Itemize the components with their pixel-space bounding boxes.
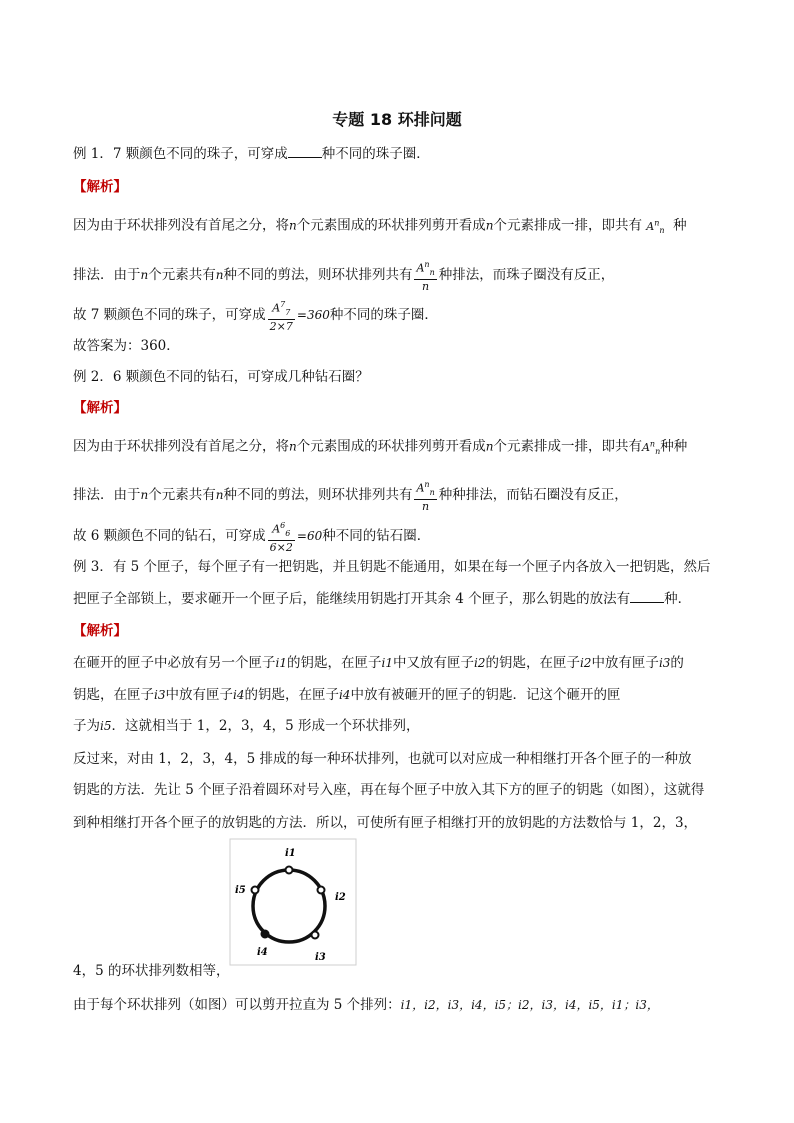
example-3-line-5: 钥匙的方法．先让 5 个匣子沿着圆环对号入座，再在每个匣子中放入其下方的匣子的钥匙（如图），这就得 <box>73 782 705 798</box>
label-i3: i3 <box>315 952 326 963</box>
label-i2: i2 <box>335 892 346 903</box>
example-3-line-6: 到种相继打开各个匣子的放钥匙的方法．所以，可使所有匣子相继打开的放钥匙的方法数恰与 1，2，3， <box>73 815 698 831</box>
example-2-line-2: 排法．由于n个元素共有n种不同的剪法，则环状排列共有 $\frac{A^n_n}{n}$ 种种排法，而钻石圈没有反正， <box>73 480 628 513</box>
permutation-symbol: $A^n_n$ <box>641 439 661 456</box>
node-i3 <box>312 932 319 939</box>
example-2-jiexi-label: 【解析】 <box>73 400 127 416</box>
circular-arrangement-figure <box>229 838 357 966</box>
example-3-line-7: 4，5 的环状排列数相等， <box>73 963 230 979</box>
example-2-line-3: 故 6 颗颜色不同的钻石，可穿成 $\frac{A^6_6}{6\times 2}$ =60种不同的钻石圈． <box>73 521 431 554</box>
example-3-line-8: 由于每个环状排列（如图）可以剪开拉直为 5 个排列：i1，i2，i3，i4，i5；i2，i3，i4，i5，i1；i3， <box>73 997 659 1013</box>
node-i1 <box>286 867 293 874</box>
example-1-line-1: 因为由于环状排列没有首尾之分，将n个元素围成的环状排列剪开看成n个元素排成一排，即共有 $A^n_n$ 种 <box>73 217 687 235</box>
fraction: $\frac{A^n_n}{n}$ <box>416 480 435 513</box>
fraction: $\frac{A^6_6}{6\times 2}$ <box>269 521 293 554</box>
node-i4 <box>262 931 269 938</box>
circle-diagram <box>229 838 357 966</box>
example-1-line-3: 故 7 颗颜色不同的珠子，可穿成 $\frac{A^7_7}{2\times 7}$ =360种不同的珠子圈． <box>73 300 438 333</box>
example-1-question: 例 1．7 颗颜色不同的珠子，可穿成 种不同的珠子圈． <box>73 146 430 162</box>
example-1-line-2: 排法．由于n个元素共有n种不同的剪法，则环状排列共有 $\frac{A^n_n}{n}$ 种排法，而珠子圈没有反正， <box>73 260 615 293</box>
example-3-question-2: 把匣子全部锁上，要求砸开一个匣子后，能继续用钥匙打开其余 4 个匣子，那么钥匙的放法有 种． <box>73 591 692 607</box>
label-i1: i1 <box>285 848 296 859</box>
example-3-question-1: 例 3．有 5 个匣子，每个匣子有一把钥匙，并且钥匙不能通用，如果在每一个匣子内各放入一把钥匙，然后 <box>73 559 711 575</box>
example-1-jiexi-label: 【解析】 <box>73 179 127 195</box>
permutation-symbol: $A^n_n$ <box>646 218 665 235</box>
label-i4: i4 <box>257 947 268 958</box>
fraction: $\frac{A^n_n}{n}$ <box>416 260 435 293</box>
node-i5 <box>252 887 259 894</box>
example-2-question: 例 2．6 颗颜色不同的钻石，可穿成几种钻石圈？ <box>73 369 369 385</box>
label-i5: i5 <box>235 885 246 896</box>
example-3-line-3: 子为i5．这就相当于 1，2，3，4，5 形成一个环状排列， <box>73 718 420 734</box>
example-3-jiexi-label: 【解析】 <box>73 623 127 639</box>
answer-blank <box>630 590 664 603</box>
example-3-line-4: 反过来，对由 1，2，3，4，5 排成的每一种环状排列，也就可以对应成一种相继打开各个匣子的一种放 <box>73 751 692 767</box>
answer-blank <box>288 145 322 158</box>
example-3-line-2: 钥匙，在匣子i3中放有匣子i4的钥匙，在匣子i4中放有被砸开的匣子的钥匙．记这个砸开的匣 <box>73 687 621 703</box>
example-3-line-1: 在砸开的匣子中必放有另一个匣子i1的钥匙，在匣子i1中又放有匣子i2的钥匙，在匣子i2中放有匣子i3的 <box>73 655 684 671</box>
node-i2 <box>318 887 325 894</box>
page-title: 专题 18 环排问题 <box>332 110 462 129</box>
example-2-line-1: 因为由于环状排列没有首尾之分，将n个元素围成的环状排列剪开看成n个元素排成一排，即共有$A^n_n$种种 <box>73 438 688 456</box>
example-1-answer: 故答案为：360． <box>73 338 180 354</box>
fraction: $\frac{A^7_7}{2\times 7}$ <box>269 300 293 333</box>
